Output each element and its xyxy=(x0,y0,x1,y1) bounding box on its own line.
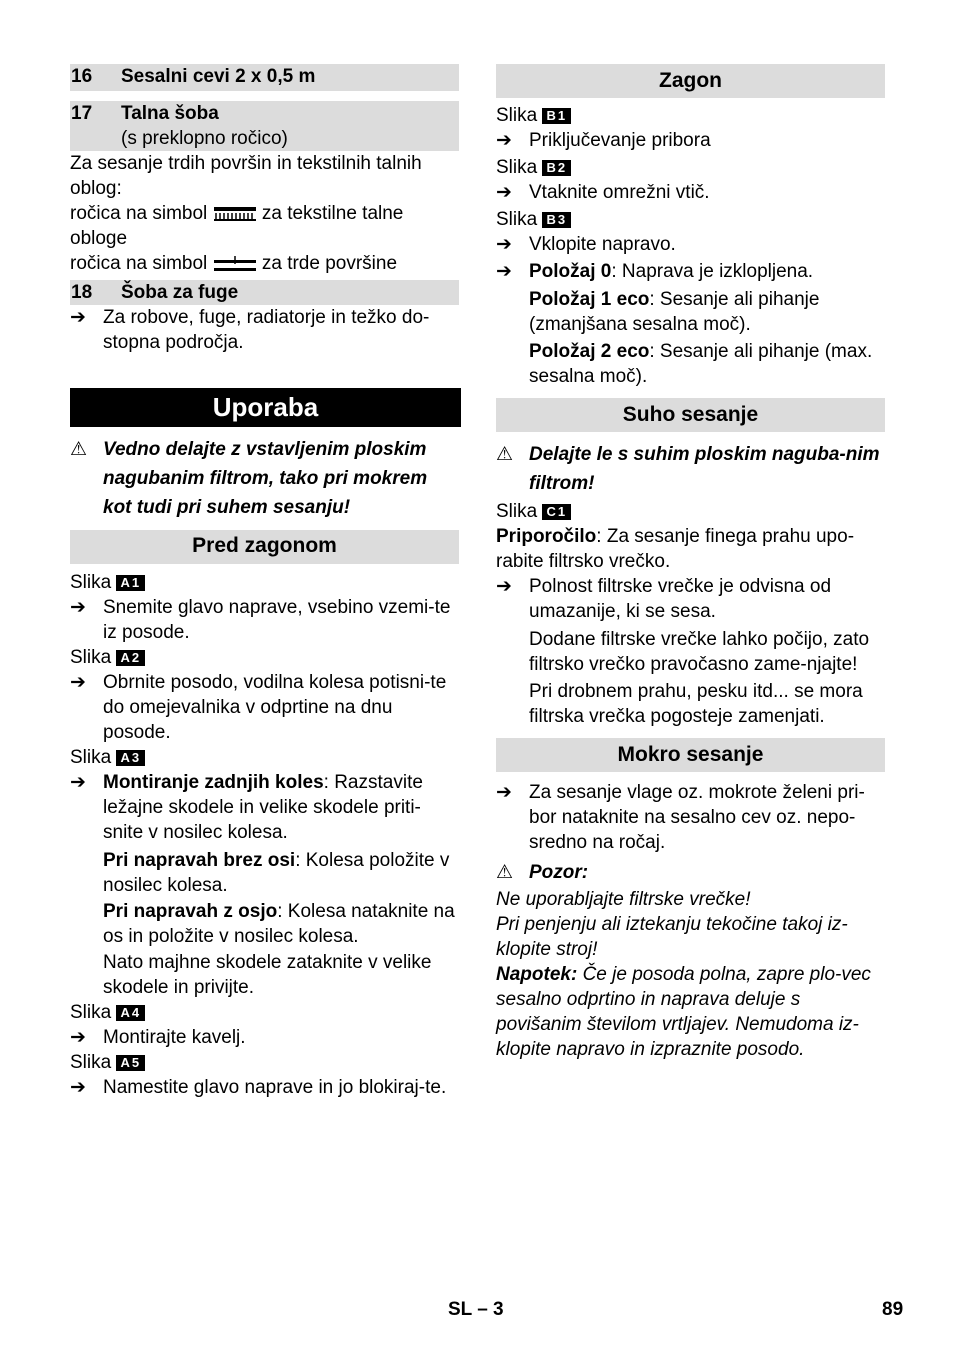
paragraph-textile xyxy=(70,201,459,226)
text: Slika xyxy=(70,647,112,668)
text: Priporočilo xyxy=(496,526,597,547)
text: Namestite glavo naprave in jo blokiraj-te. xyxy=(103,1077,447,1098)
paragraph xyxy=(70,848,459,898)
text: Slika xyxy=(496,209,538,230)
text: Slika xyxy=(496,105,538,126)
text: : Sesanje ali pihanje (max. sesalna moč). xyxy=(529,341,873,387)
paragraph: Ne uporabljajte filtrske vrečke! xyxy=(496,889,751,910)
arrow-icon: ➔ xyxy=(70,307,86,328)
list-item xyxy=(70,770,459,845)
figure-ref-b3 xyxy=(496,207,885,232)
item-number: 16 xyxy=(71,66,93,87)
text: : Kolesa nataknite na os in položite v nosilec kolesa. xyxy=(103,901,455,947)
paragraph-hard xyxy=(70,251,459,276)
text: Slika xyxy=(70,1052,112,1073)
text: Slika xyxy=(70,1002,112,1023)
text: : Naprava je izklopljena. xyxy=(611,261,814,282)
arrow-icon: ➔ xyxy=(70,597,86,618)
text: Slika xyxy=(70,747,112,768)
figure-badge: C1 xyxy=(542,504,571,520)
item-title: Talna šoba xyxy=(121,103,219,124)
paragraph xyxy=(70,899,459,949)
figure-ref-a2 xyxy=(70,645,459,670)
warning-icon: ⚠ xyxy=(496,444,514,465)
text: Položaj 0 xyxy=(529,261,612,282)
arrow-icon: ➔ xyxy=(70,1077,86,1098)
page-number: 89 xyxy=(882,1299,904,1320)
list-item xyxy=(496,574,885,624)
figure-badge: A3 xyxy=(116,750,145,766)
list-item xyxy=(496,232,885,257)
section-title-suho-sesanje: Suho sesanje xyxy=(496,398,885,432)
text: Pozor: xyxy=(529,862,589,883)
text: Slika xyxy=(496,501,538,522)
item-17-header xyxy=(70,101,459,151)
paragraph xyxy=(496,524,885,574)
item-number: 18 xyxy=(71,282,93,303)
text: ročica na simbol xyxy=(70,253,208,274)
text: Pri napravah z osjo xyxy=(103,901,278,922)
list-item xyxy=(70,1025,459,1050)
textile-floor-icon xyxy=(213,206,257,222)
figure-badge: B3 xyxy=(542,212,571,228)
text: Priključevanje pribora xyxy=(529,130,711,151)
text: : Za sesanje finega prahu upo-rabite filtrsko vrečko. xyxy=(496,526,855,572)
hard-floor-icon xyxy=(213,256,257,272)
figure-badge: A5 xyxy=(116,1055,145,1071)
arrow-icon: ➔ xyxy=(70,672,86,693)
figure-ref-a1 xyxy=(70,570,459,595)
item-16-header xyxy=(70,64,459,91)
paragraph: obloge xyxy=(70,228,128,249)
text: Obrnite posodo, vodilna kolesa potisni-te do omejevalnika v odprtine na dnu posode. xyxy=(103,672,447,743)
text: Za robove, fuge, radiatorje in težko do-stopna področja. xyxy=(103,307,430,353)
item-number: 17 xyxy=(71,103,93,124)
text: Montiranje zadnjih koles xyxy=(103,772,324,793)
text: Vedno delajte z vstavljenim ploskim nagubanim filtrom, tako pri mokrem kot tudi pri suhem sesanju! xyxy=(103,439,428,518)
text: Polnost filtrske vrečke je odvisna od umazanije, ki se sesa. xyxy=(529,576,832,622)
text: Vklopite napravo. xyxy=(529,234,676,255)
paragraph xyxy=(496,962,885,1062)
text: Položaj 1 eco xyxy=(529,289,650,310)
section-title-uporaba: Uporaba xyxy=(70,388,461,427)
list-item xyxy=(70,305,459,355)
text: Napotek: xyxy=(496,964,578,985)
text: Delajte le s suhim ploskim naguba-nim filtrom! xyxy=(529,444,880,494)
section-title-zagon: Zagon xyxy=(496,64,885,98)
figure-badge: A2 xyxy=(116,650,145,666)
list-item xyxy=(70,670,459,745)
warning-block xyxy=(70,435,459,522)
text: : Kolesa položite v nosilec kolesa. xyxy=(103,850,450,896)
text: Slika xyxy=(496,157,538,178)
text: Če je posoda polna, zapre plo-vec sesalno odprtino in naprava deluje s povišanim številom vrtljajev. Nemudoma iz-klopite napravo in izpraznite posodo. xyxy=(496,964,871,1060)
figure-badge: B1 xyxy=(542,108,571,124)
left-column xyxy=(70,64,459,1100)
figure-ref-a5 xyxy=(70,1050,459,1075)
text: Za sesanje vlage oz. mokrote želeni pri-bor nataknite na sesalno cev oz. nepo-sredno na ročaj. xyxy=(529,782,865,853)
figure-ref-a3 xyxy=(70,745,459,770)
item-title: Šoba za fuge xyxy=(121,282,239,303)
figure-badge: A4 xyxy=(116,1005,145,1021)
figure-badge: A1 xyxy=(116,575,145,591)
figure-ref-c1 xyxy=(496,499,885,524)
text: Slika xyxy=(70,572,112,593)
text: Pri napravah brez osi xyxy=(103,850,296,871)
warning-icon: ⚠ xyxy=(496,862,514,883)
paragraph: Dodane filtrske vrečke lahko počijo, zato filtrsko vrečko pravočasno zame-njajte! xyxy=(529,629,870,675)
text: Snemite glavo naprave, vsebino vzemi-te iz posode. xyxy=(103,597,451,643)
list-item xyxy=(496,128,885,153)
arrow-icon: ➔ xyxy=(496,182,512,203)
text: za trde površine xyxy=(261,253,398,274)
list-item xyxy=(496,259,885,284)
warning-icon: ⚠ xyxy=(70,439,88,460)
right-column xyxy=(496,64,885,1062)
text: za tekstilne talne xyxy=(261,203,404,224)
text: Vtaknite omrežni vtič. xyxy=(529,182,710,203)
section-title-mokro-sesanje: Mokro sesanje xyxy=(496,738,885,772)
paragraph: Pri penjenju ali iztekanju tekočine takoj iz-klopite stroj! xyxy=(496,914,848,960)
arrow-icon: ➔ xyxy=(496,130,512,151)
text: Položaj 2 eco xyxy=(529,341,650,362)
section-title-pred-zagonom: Pred zagonom xyxy=(70,530,459,564)
arrow-icon: ➔ xyxy=(496,782,512,803)
item-title: Sesalni cevi 2 x 0,5 m xyxy=(121,66,316,87)
arrow-icon: ➔ xyxy=(70,1027,86,1048)
paragraph xyxy=(496,339,885,389)
item-18-header xyxy=(70,280,459,305)
arrow-icon: ➔ xyxy=(70,772,86,793)
list-item xyxy=(70,595,459,645)
paragraph: Nato majhne skodele zataknite v velike skodele in privijte. xyxy=(103,952,432,998)
arrow-icon: ➔ xyxy=(496,576,512,597)
text: ročica na simbol xyxy=(70,203,208,224)
figure-badge: B2 xyxy=(542,160,571,176)
footer-language-code: SL – 3 xyxy=(448,1299,504,1320)
paragraph xyxy=(496,287,885,337)
paragraph: Pri drobnem prahu, pesku itd... se mora filtrska vrečka pogosteje zamenjati. xyxy=(529,681,863,727)
warning-block xyxy=(496,440,885,498)
text: : Sesanje ali pihanje (zmanjšana sesalna moč). xyxy=(529,289,820,335)
arrow-icon: ➔ xyxy=(496,261,512,282)
figure-ref-b2 xyxy=(496,155,885,180)
text: Montirajte kavelj. xyxy=(103,1027,246,1048)
figure-ref-b1 xyxy=(496,103,885,128)
paragraph: Za sesanje trdih površin in tekstilnih talnih oblog: xyxy=(70,153,422,199)
item-subtitle: (s preklopno ročico) xyxy=(121,128,288,149)
list-item xyxy=(70,1075,459,1100)
warning-block xyxy=(496,858,885,887)
figure-ref-a4 xyxy=(70,1000,459,1025)
arrow-icon: ➔ xyxy=(496,234,512,255)
list-item xyxy=(496,180,885,205)
text: : Razstavite ležajne skodele in velike skodele priti-snite v nosilec kolesa. xyxy=(103,772,423,843)
list-item xyxy=(496,780,885,855)
